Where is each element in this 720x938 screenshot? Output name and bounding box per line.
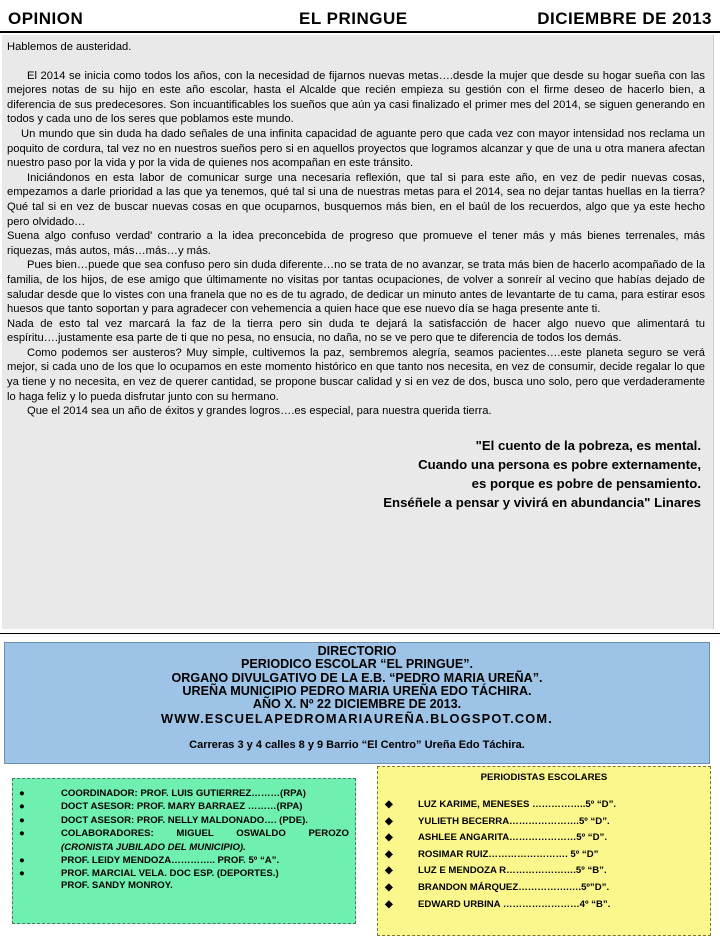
diamond-bullet-icon: ◆ bbox=[385, 832, 393, 844]
reporters-list bbox=[378, 797, 710, 913]
staff-item-text: DOCT ASESOR: PROF. MARY BARRAEZ ………(RPA) bbox=[61, 801, 303, 813]
staff-item-subtext: (CRONISTA JUBILADO DEL MUNICIPIO). bbox=[61, 841, 246, 853]
diamond-bullet-icon: ◆ bbox=[385, 881, 393, 893]
article-title: Hablemos de austeridad. bbox=[7, 41, 132, 53]
reporter-name: YULIETH BECERRA………………….5º “D”. bbox=[418, 815, 610, 827]
bullet-icon: ● bbox=[19, 801, 25, 813]
bullet-icon: ● bbox=[19, 868, 25, 880]
diamond-bullet-icon: ◆ bbox=[385, 815, 393, 827]
reporter-name: LUZ E MENDOZA R………………….5º “B”. bbox=[418, 865, 607, 877]
reporter-name: EDWARD URBINA ……………………4º “B”. bbox=[418, 898, 611, 910]
staff-item bbox=[17, 879, 349, 892]
opinion-article bbox=[2, 35, 714, 629]
quote-line: "El cuento de la pobreza, es mental. bbox=[475, 437, 701, 453]
website-link[interactable]: WWW.ESCUELAPEDROMARIAUREÑA.BLOGSPOT.COM. bbox=[160, 711, 554, 727]
closing-quote bbox=[7, 436, 705, 512]
staff-item bbox=[17, 854, 349, 867]
staff-item bbox=[17, 800, 349, 813]
reporter-name: BRANDON MÁRQUEZ…………….….5º”D”. bbox=[418, 881, 610, 893]
bullet-icon: ● bbox=[19, 828, 25, 840]
staff-item bbox=[17, 827, 349, 854]
reporter-name: ROSIMAR RUIZ……………………. 5º “D” bbox=[418, 848, 599, 860]
quote-line: es porque es pobre de pensamiento. bbox=[471, 475, 701, 491]
reporter-item bbox=[378, 797, 710, 814]
reporter-item bbox=[378, 814, 710, 831]
reporters-title: PERIODISTAS ESCOLARES bbox=[480, 772, 608, 783]
publication-name: EL PRINGUE bbox=[299, 9, 408, 28]
diamond-bullet-icon: ◆ bbox=[385, 799, 393, 810]
quote-line: Enséñele a pensar y vivirá en abundancia" Linares bbox=[383, 494, 701, 510]
article-paragraph: El 2014 se inicia como todos los años, con la necesidad de fijarnos nuevas metas….desde la mujer que desde su hogar sueña con las mejores notas de su hijo en este año escolar, hasta el Alcalde que recién empieza su gestión con el firme deseo de hacerlo bien, a diferencia de sus predecesores. Son incuantificables los sueños que aún ya casi finalizado el primer mes del 2014, se siguen generando en todos y cada uno de los seres que poblamos este mundo. bbox=[7, 69, 705, 126]
directory-line: AÑO X. Nº 22 DICIEMBRE DE 2013. bbox=[252, 697, 462, 712]
reporter-item bbox=[378, 863, 710, 880]
bullet-icon: ● bbox=[19, 814, 25, 826]
staff-item-text: DOCT ASESOR: PROF. NELLY MALDONADO…. (PDE). bbox=[61, 814, 308, 826]
staff-item bbox=[17, 814, 349, 827]
reporter-item bbox=[378, 847, 710, 864]
staff-item bbox=[17, 787, 349, 800]
staff-item-text: COLABORADORES: MIGUEL OSWALDO PEROZO bbox=[61, 828, 349, 840]
reporter-item bbox=[378, 880, 710, 897]
staff-box bbox=[12, 778, 356, 924]
staff-item-text: PROF. LEIDY MENDOZA………….. PROF. 5º “A”. bbox=[61, 855, 280, 867]
article-paragraph: Un mundo que sin duda ha dado señales de una infinita capacidad de aguante pero que cada vez con mayor intensidad nos reclama un poquito de cordura, tal vez no en nuestros sueños pero si en aquellos proyectos que logramos alcanzar y que de una u otra manera afectan nuestro paso por la vida y por la vida de quienes nos acompañan en este tránsito. bbox=[7, 127, 705, 170]
directory-line: PERIODICO ESCOLAR “EL PRINGUE”. bbox=[240, 657, 474, 672]
directory-box bbox=[4, 642, 710, 764]
page-header bbox=[0, 0, 720, 32]
issue-date: DICIEMBRE DE 2013 bbox=[537, 9, 712, 28]
article-paragraph: Suena algo confuso verdad' contrario a la idea preconcebida de progreso que promueve el tener más y más bienes terrenales, más riquezas, más autos, más…más…y más. bbox=[7, 230, 705, 257]
staff-item-text: PROF. MARCIAL VELA. DOC ESP. (DEPORTES.) bbox=[61, 868, 279, 880]
article-paragraph: Iniciándonos en esta labor de comunicar surge una necesaria reflexión, que tal si para este año, en vez de pedir nuevas cosas, empezamos a darle prioridad a las que ya tenemos, qué tal si una de nuestras metas para el 2014, sea no dejar tantas huellas en la tierra? Qué tal si en vez de buscar nuevas cosas en que ocuparnos, busquemos más bien, en el baúl de los recuerdos, algo que ya este hecho pero olvidado… bbox=[7, 171, 705, 228]
article-paragraph: Nada de esto tal vez marcará la faz de la tierra pero sin duda te dejará la satisfacción de hacer algo nuevo que alimentará tu espíritu….justamente esa parte de ti que no pesa, no ensucia, no daña, no se ve pero que te diferencia de todos los demás. bbox=[7, 317, 705, 345]
article-paragraph: Pues bien…puede que sea confuso pero sin duda diferente…no se trata de no avanzar, se trata más bien de hacerlo acompañado de la familia, de los hijos, de ese amigo que últimamente no visitas por tantas ocupaciones, de volver a sonreír al vecino que habías dejado de saludar desde que lo vistes con una franela que no es de tu agrado, de dedicar un minuto antes de levantarte de tu cama, para estirar esos huesos que tanto soportan y para agradecer con vehemencia a quien hace que ese nuevo día se haga presente ante ti. bbox=[7, 259, 705, 316]
reporter-item bbox=[378, 830, 710, 847]
header-rule bbox=[0, 31, 720, 33]
article-paragraph: Que el 2014 sea un año de éxitos y grandes logros….es especial, para nuestra querida tierra. bbox=[27, 405, 492, 418]
directory-line: UREÑA MUNICIPIO PEDRO MARIA UREÑA EDO TÁCHIRA. bbox=[182, 683, 532, 698]
bullet-icon: ● bbox=[19, 855, 25, 867]
staff-item-text: COORDINADOR: PROF. LUIS GUTIERREZ………(RPA) bbox=[61, 788, 306, 799]
reporter-name: LUZ KARIME, MENESES ……………..5º “D”. bbox=[418, 799, 617, 810]
diamond-bullet-icon: ◆ bbox=[385, 898, 393, 910]
reporter-name: ASHLEE ANGARITA…………………5º “D”. bbox=[418, 832, 607, 844]
diamond-bullet-icon: ◆ bbox=[385, 848, 393, 860]
section-label: OPINION bbox=[8, 9, 84, 28]
section-divider bbox=[0, 633, 720, 634]
reporters-box bbox=[377, 766, 711, 936]
diamond-bullet-icon: ◆ bbox=[385, 865, 393, 877]
article-paragraph: Como podemos ser austeros? Muy simple, cultivemos la paz, sembremos alegría, seamos pacientes….este planeta seguro se verá mejor, si cada uno de los que lo ocupamos en este momento histórico en que tanto nos necesita, en vez de consumir, decide regalar lo que ya tiene y no necesita, en vez de querer cantidad, se propone buscar calidad y si en vez de dos, busca uno solo, pero que verdaderamente lo haga feliz y lo pueda disfrutar junto con su hermano. bbox=[7, 346, 705, 403]
directory-line: ORGANO DIVULGATIVO DE LA E.B. “PEDRO MARIA UREÑA”. bbox=[171, 670, 543, 685]
school-address: Carreras 3 y 4 calles 8 y 9 Barrio “El Centro” Ureña Edo Táchira. bbox=[189, 738, 525, 751]
bullet-icon: ● bbox=[19, 788, 25, 799]
directory-heading: DIRECTORIO bbox=[317, 644, 397, 658]
staff-item-text: PROF. SANDY MONROY. bbox=[61, 879, 173, 891]
quote-line: Cuando una persona es pobre externamente, bbox=[418, 456, 701, 472]
reporter-item bbox=[378, 897, 710, 914]
